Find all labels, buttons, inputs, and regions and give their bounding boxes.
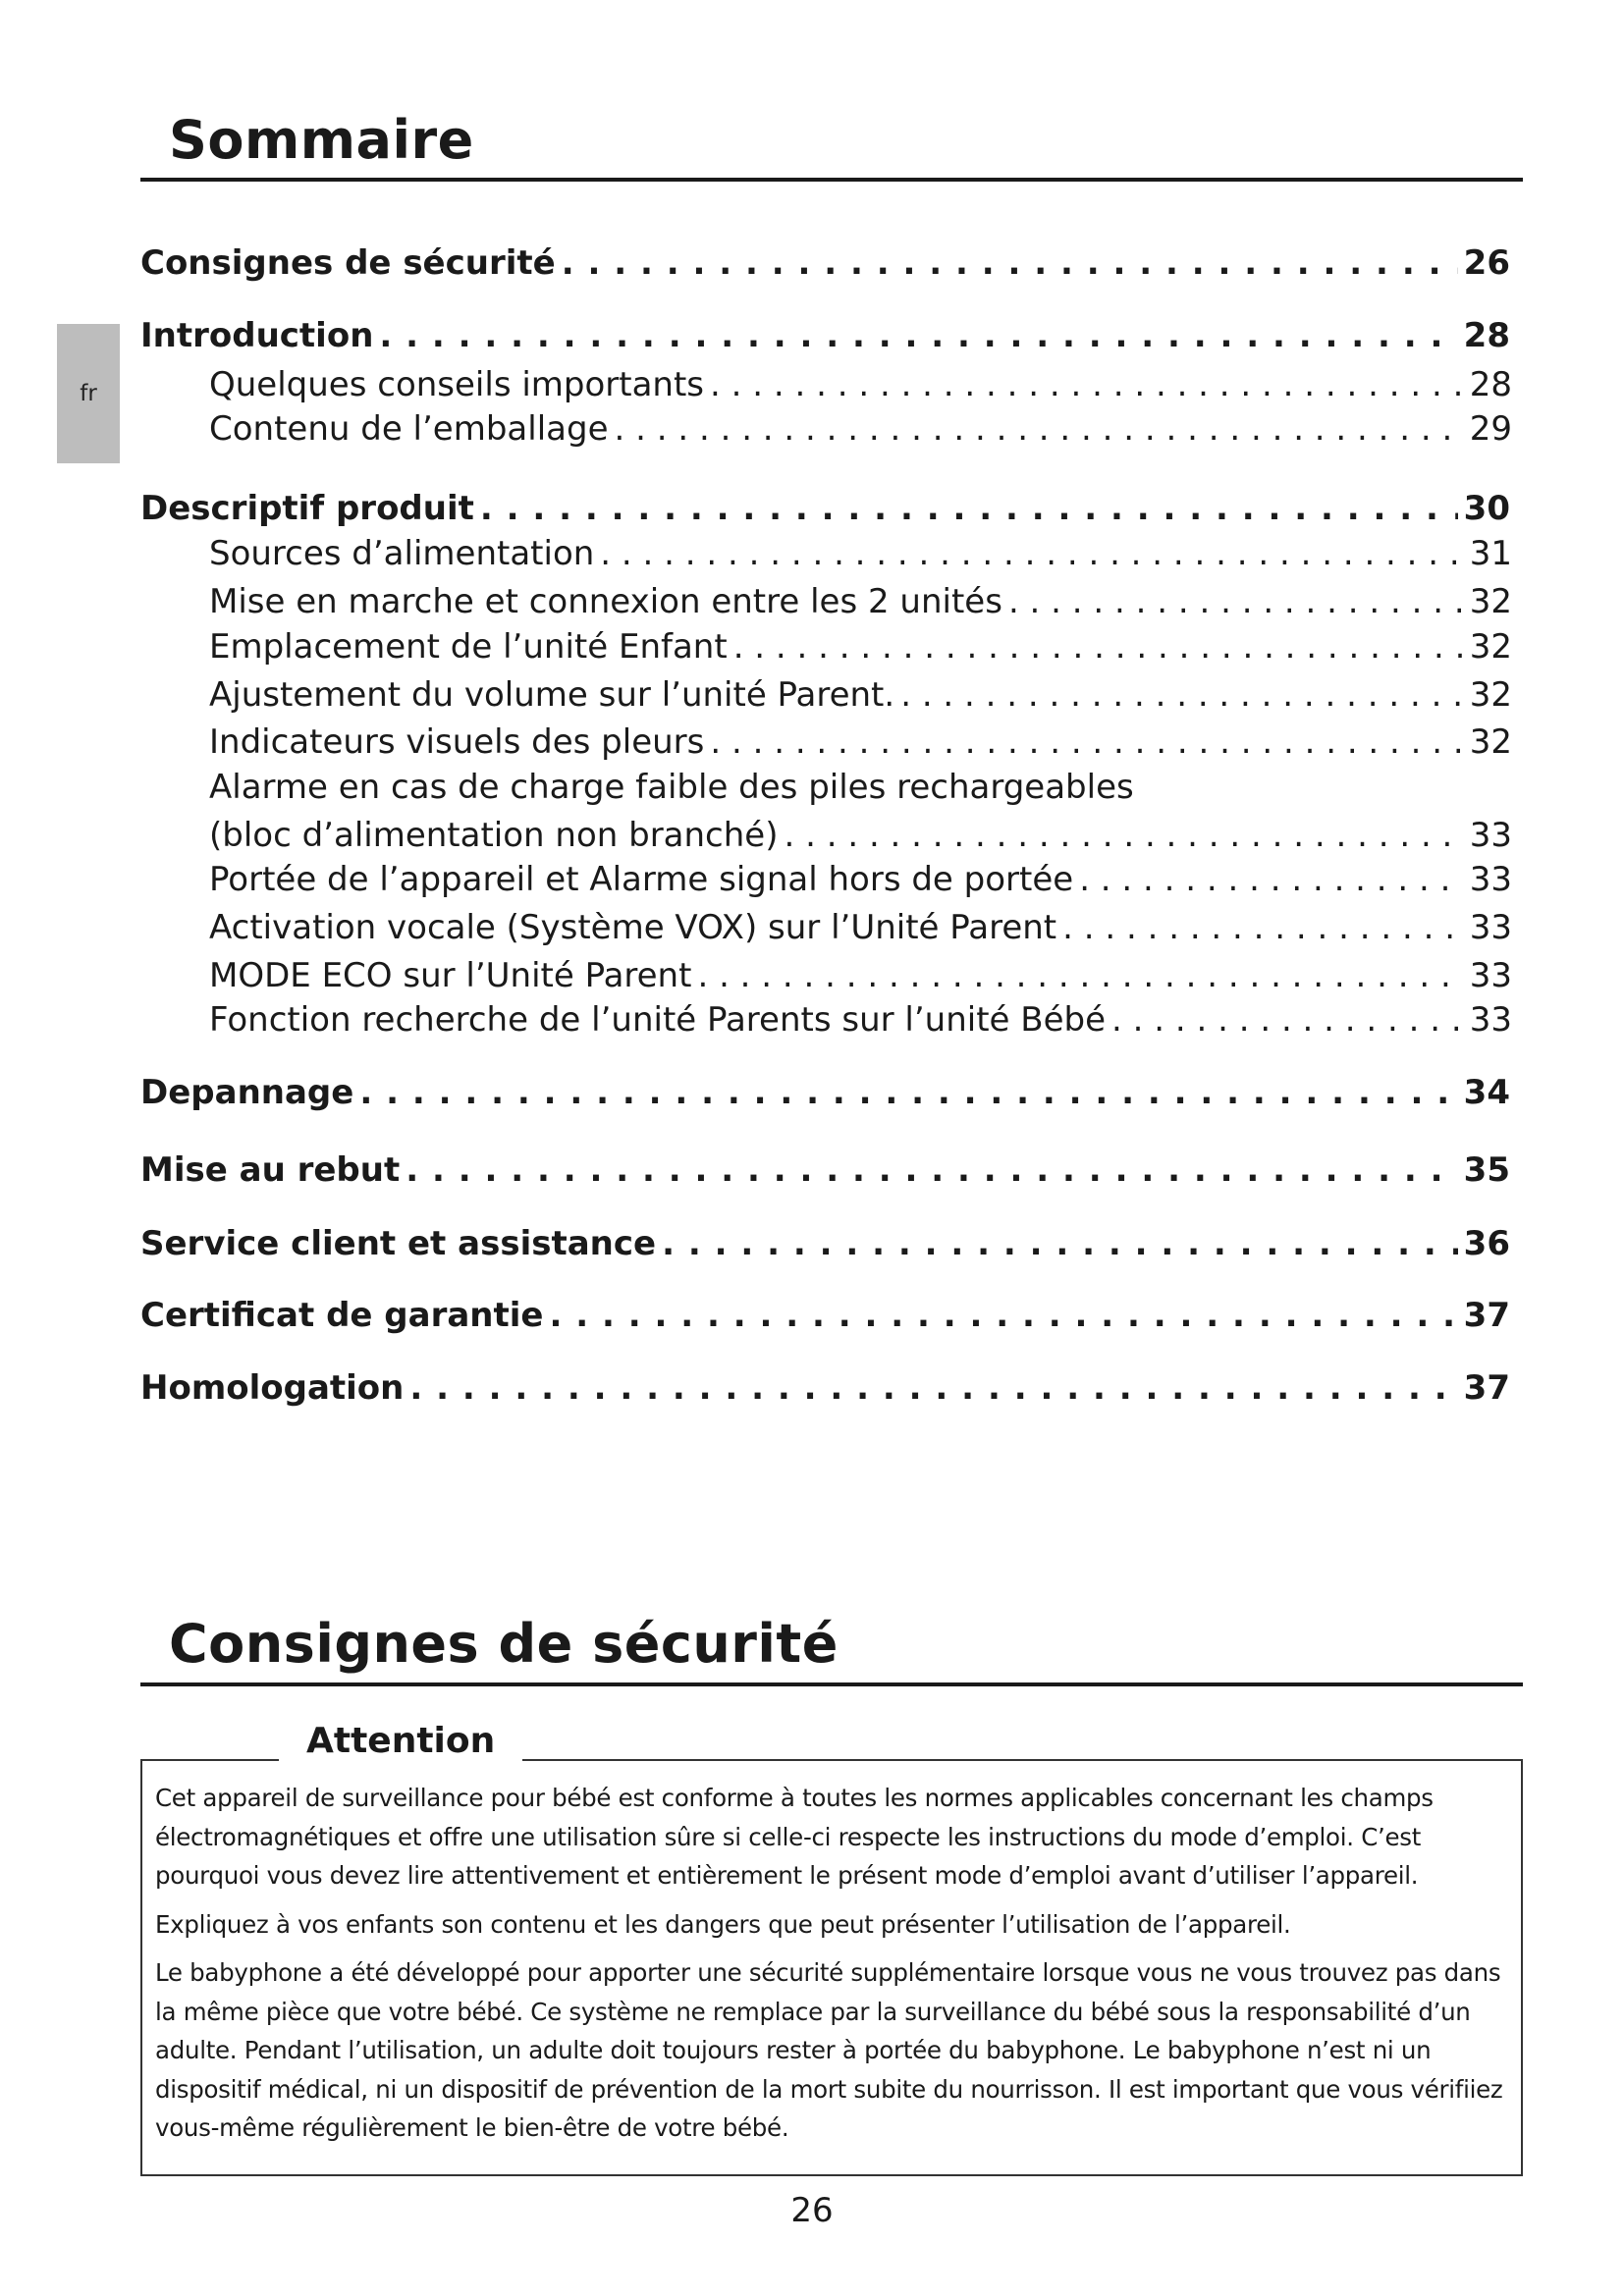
toc-entry-label: Mise au rebut — [140, 1150, 401, 1190]
toc-entry-eco[interactable] — [209, 956, 1512, 996]
toc-entry-page: 28 — [1463, 316, 1510, 355]
dot-leader — [562, 243, 1458, 284]
toc-entry-page: 32 — [1469, 675, 1512, 715]
dot-leader — [549, 1296, 1457, 1336]
toc-entry-page: 33 — [1469, 816, 1512, 855]
dot-leader — [615, 409, 1464, 450]
toc-entry-page: 28 — [1469, 365, 1512, 404]
toc-entry-label: Depannage — [140, 1073, 354, 1112]
toc-entry-page: 32 — [1469, 722, 1512, 762]
toc-entry-emplacement[interactable] — [209, 627, 1512, 667]
toc-entry-label: Emplacement de l’unité Enfant — [209, 627, 728, 667]
sommaire-title: Sommaire — [169, 109, 474, 171]
toc-entry-label: Portée de l’appareil et Alarme signal hors de portée — [209, 860, 1074, 899]
toc-entry-page: 33 — [1469, 908, 1512, 947]
toc-entry-label: Introduction — [140, 316, 374, 355]
safety-title: Consignes de sécurité — [169, 1613, 839, 1675]
toc-entry-page: 32 — [1469, 627, 1512, 667]
toc-entry-page: 33 — [1469, 1000, 1512, 1040]
toc-entry-volume[interactable] — [209, 675, 1512, 716]
toc-entry-certificat[interactable] — [140, 1296, 1510, 1336]
toc-entry-page: 35 — [1463, 1150, 1510, 1190]
toc-entry-page: 31 — [1469, 534, 1512, 573]
language-tab-label: fr — [80, 381, 97, 406]
toc-entry-label: Contenu de l’emballage — [209, 409, 609, 449]
safety-title-rule — [140, 1682, 1523, 1686]
toc-entry-vox[interactable] — [209, 908, 1512, 948]
toc-entry-label: Indicateurs visuels des pleurs — [209, 722, 705, 762]
toc-entry-label: Ajustement du volume sur l’unité Parent. — [209, 675, 895, 715]
dot-leader — [480, 489, 1458, 529]
toc-entry-label: Fonction recherche de l’unité Parents sur l’unité Bébé — [209, 1000, 1107, 1040]
toc-entry-conseils[interactable] — [209, 365, 1512, 405]
toc-entry-page: 34 — [1463, 1073, 1510, 1112]
dot-leader — [710, 365, 1464, 405]
toc-entry-mise-en-marche[interactable] — [209, 582, 1512, 622]
toc-entry-label: (bloc d’alimentation non branché) — [209, 816, 779, 855]
toc-entry-label: Activation vocale (Système VOX) sur l’Unité Parent — [209, 908, 1057, 947]
toc-entry-service-client[interactable] — [140, 1224, 1510, 1264]
toc-entry-emballage[interactable] — [209, 409, 1512, 450]
toc-entry-page: 36 — [1463, 1224, 1510, 1263]
toc-entry-page: 33 — [1469, 956, 1512, 995]
attention-title: Attention — [279, 1720, 522, 1762]
dot-leader — [406, 1150, 1457, 1191]
toc-entry-label: Service client et assistance — [140, 1224, 657, 1263]
toc-entry-bloc-alimentation[interactable] — [209, 816, 1512, 856]
toc-entry-homologation[interactable] — [140, 1368, 1510, 1409]
toc-entry-page: 37 — [1463, 1296, 1510, 1335]
toc-entry-page: 32 — [1469, 582, 1512, 621]
toc-entry-indicateurs[interactable] — [209, 722, 1512, 763]
dot-leader — [900, 675, 1464, 716]
page-number: 26 — [790, 2191, 834, 2230]
toc-entry-page: 29 — [1469, 409, 1512, 449]
dot-leader — [379, 316, 1457, 356]
toc-entry-label: Descriptif produit — [140, 489, 474, 528]
toc-entry-label: Quelques conseils importants — [209, 365, 705, 404]
toc-entry-alimentation[interactable] — [209, 534, 1512, 574]
dot-leader — [1008, 582, 1464, 622]
toc-entry-label: Certificat de garantie — [140, 1296, 544, 1335]
attention-paragraph: Le babyphone a été développé pour apporter une sécurité supplémentaire lorsque vous ne vous trouvez pas dans la même pièce que votre bébé. Ce système ne remplace par la surveillance du bébé sous la responsabilité d’un adulte. Pendant l’utilisation, un adulte doit toujours rester à portée du babyphone. Le babyphone n’est ni un dispositif médical, ni un dispositif de prévention de la mort subite du nourrisson. Il est important que vous vérifiiez vous-même régulièrement le bien-être de votre bébé. — [155, 1958, 1503, 2142]
toc-entry-label: Mise en marche et connexion entre les 2 unités — [209, 582, 1002, 621]
toc-entry-consignes[interactable] — [140, 243, 1510, 284]
toc-entry-portee[interactable] — [209, 860, 1512, 900]
dot-leader — [697, 956, 1463, 996]
toc-entry-page: 33 — [1469, 860, 1512, 899]
dot-leader — [784, 816, 1463, 856]
toc-entry-label: Sources d’alimentation — [209, 534, 595, 573]
attention-body — [155, 1779, 1510, 2158]
toc-entry-page: 26 — [1463, 243, 1510, 283]
dot-leader — [1111, 1000, 1464, 1041]
dot-leader — [662, 1224, 1458, 1264]
toc-entry-recherche[interactable] — [209, 1000, 1512, 1041]
attention-paragraph: Expliquez à vos enfants son contenu et les dangers que peut présenter l’utilisation de l’appareil. — [155, 1909, 1291, 1939]
dot-leader — [409, 1368, 1457, 1409]
toc-entry-page: 37 — [1463, 1368, 1510, 1408]
dot-leader — [1062, 908, 1464, 948]
dot-leader — [710, 722, 1463, 763]
attention-paragraph: Cet appareil de surveillance pour bébé est conforme à toutes les normes applicables concernant les champs électromagnétiques et offre une utilisation sûre si celle-ci respecte les instructions du mode d’emploi. C’est pourquoi vous devez lire attentivement et entièrement le présent mode d’emploi avant d’utiliser l’appareil. — [155, 1784, 1434, 1890]
toc-entry-label: Homologation — [140, 1368, 405, 1408]
toc-entry-mise-au-rebut[interactable] — [140, 1150, 1510, 1191]
dot-leader — [733, 627, 1464, 667]
toc-entry-label: Consignes de sécurité — [140, 243, 556, 283]
dot-leader — [1079, 860, 1464, 900]
dot-leader — [359, 1073, 1457, 1113]
toc-entry-label: MODE ECO sur l’Unité Parent — [209, 956, 692, 995]
dot-leader — [600, 534, 1463, 574]
toc-entry-depannage[interactable] — [140, 1073, 1510, 1113]
toc-entry-descriptif[interactable] — [140, 489, 1510, 529]
toc-entry-label: Alarme en cas de charge faible des piles rechargeables — [209, 768, 1134, 807]
toc-entry-introduction[interactable] — [140, 316, 1510, 356]
toc-entry-alarme-charge[interactable] — [209, 768, 1512, 808]
toc-entry-page: 30 — [1463, 489, 1510, 528]
